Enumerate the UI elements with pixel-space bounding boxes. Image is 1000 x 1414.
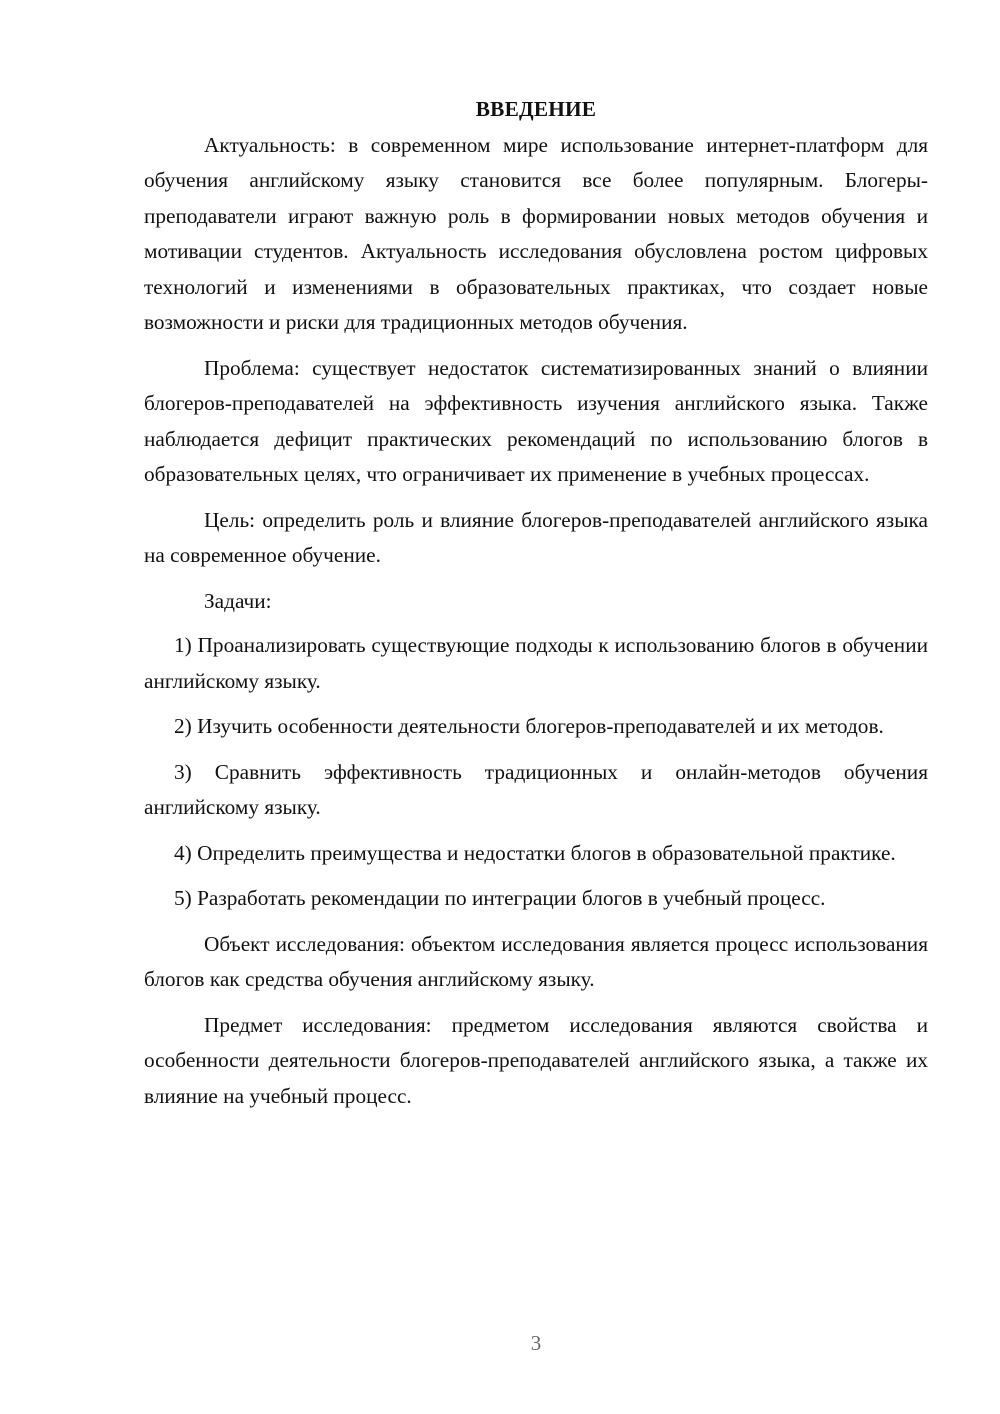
problem-paragraph: Проблема: существует недостаток систематизированных знаний о влиянии блогеров-преподавателей на эффективность изучения английского языка. Также наблюдается дефицит практических рекомендаций по использованию блогов в образовательных целях, что ограничивает их применение в учебных процессах. [144,355,928,486]
task-item-4: 4) Определить преимущества и недостатки блогов в образовательной практике. [174,840,896,865]
task-item-5: 5) Разработать рекомендации по интеграции блогов в учебный процесс. [174,886,826,910]
task-item-3: 3) Сравнить эффективность традиционных и онлайн-методов обучения английскому языку. [144,759,928,819]
page-title: ВВЕДЕНИЕ [475,97,597,121]
tasks-label: Задачи: [204,588,272,613]
task-item-1: 1) Проанализировать существующие подходы к использованию блогов в обучении английскому языку. [144,633,928,693]
goal-paragraph: Цель: определить роль и влияние блогеров-преподавателей английского языка на современное обучение. [144,507,928,567]
page-content [144,92,928,1124]
task-item-2: 2) Изучить особенности деятельности блогеров-преподавателей и их методов. [174,714,884,738]
relevance-paragraph: Актуальность: в современном мире использование интернет-платформ для обучения английскому языку становится все более популярным. Блогеры-преподаватели играют важную роль в формировании новых методов обучения и мотивации студентов. Актуальность исследования обусловлена ростом цифровых технологий и изменениями в образовательных практиках, что создает новые возможности и риски для традиционных методов обучения. [144,132,928,334]
subject-paragraph: Предмет исследования: предметом исследования являются свойства и особенности деятельности блогеров-преподавателей английского языка, а также их влияние на учебный процесс. [144,1012,928,1108]
page-number: 3 [530,1331,542,1355]
object-paragraph: Объект исследования: объектом исследования является процесс использования блогов как средства обучения английскому языку. [144,931,928,991]
